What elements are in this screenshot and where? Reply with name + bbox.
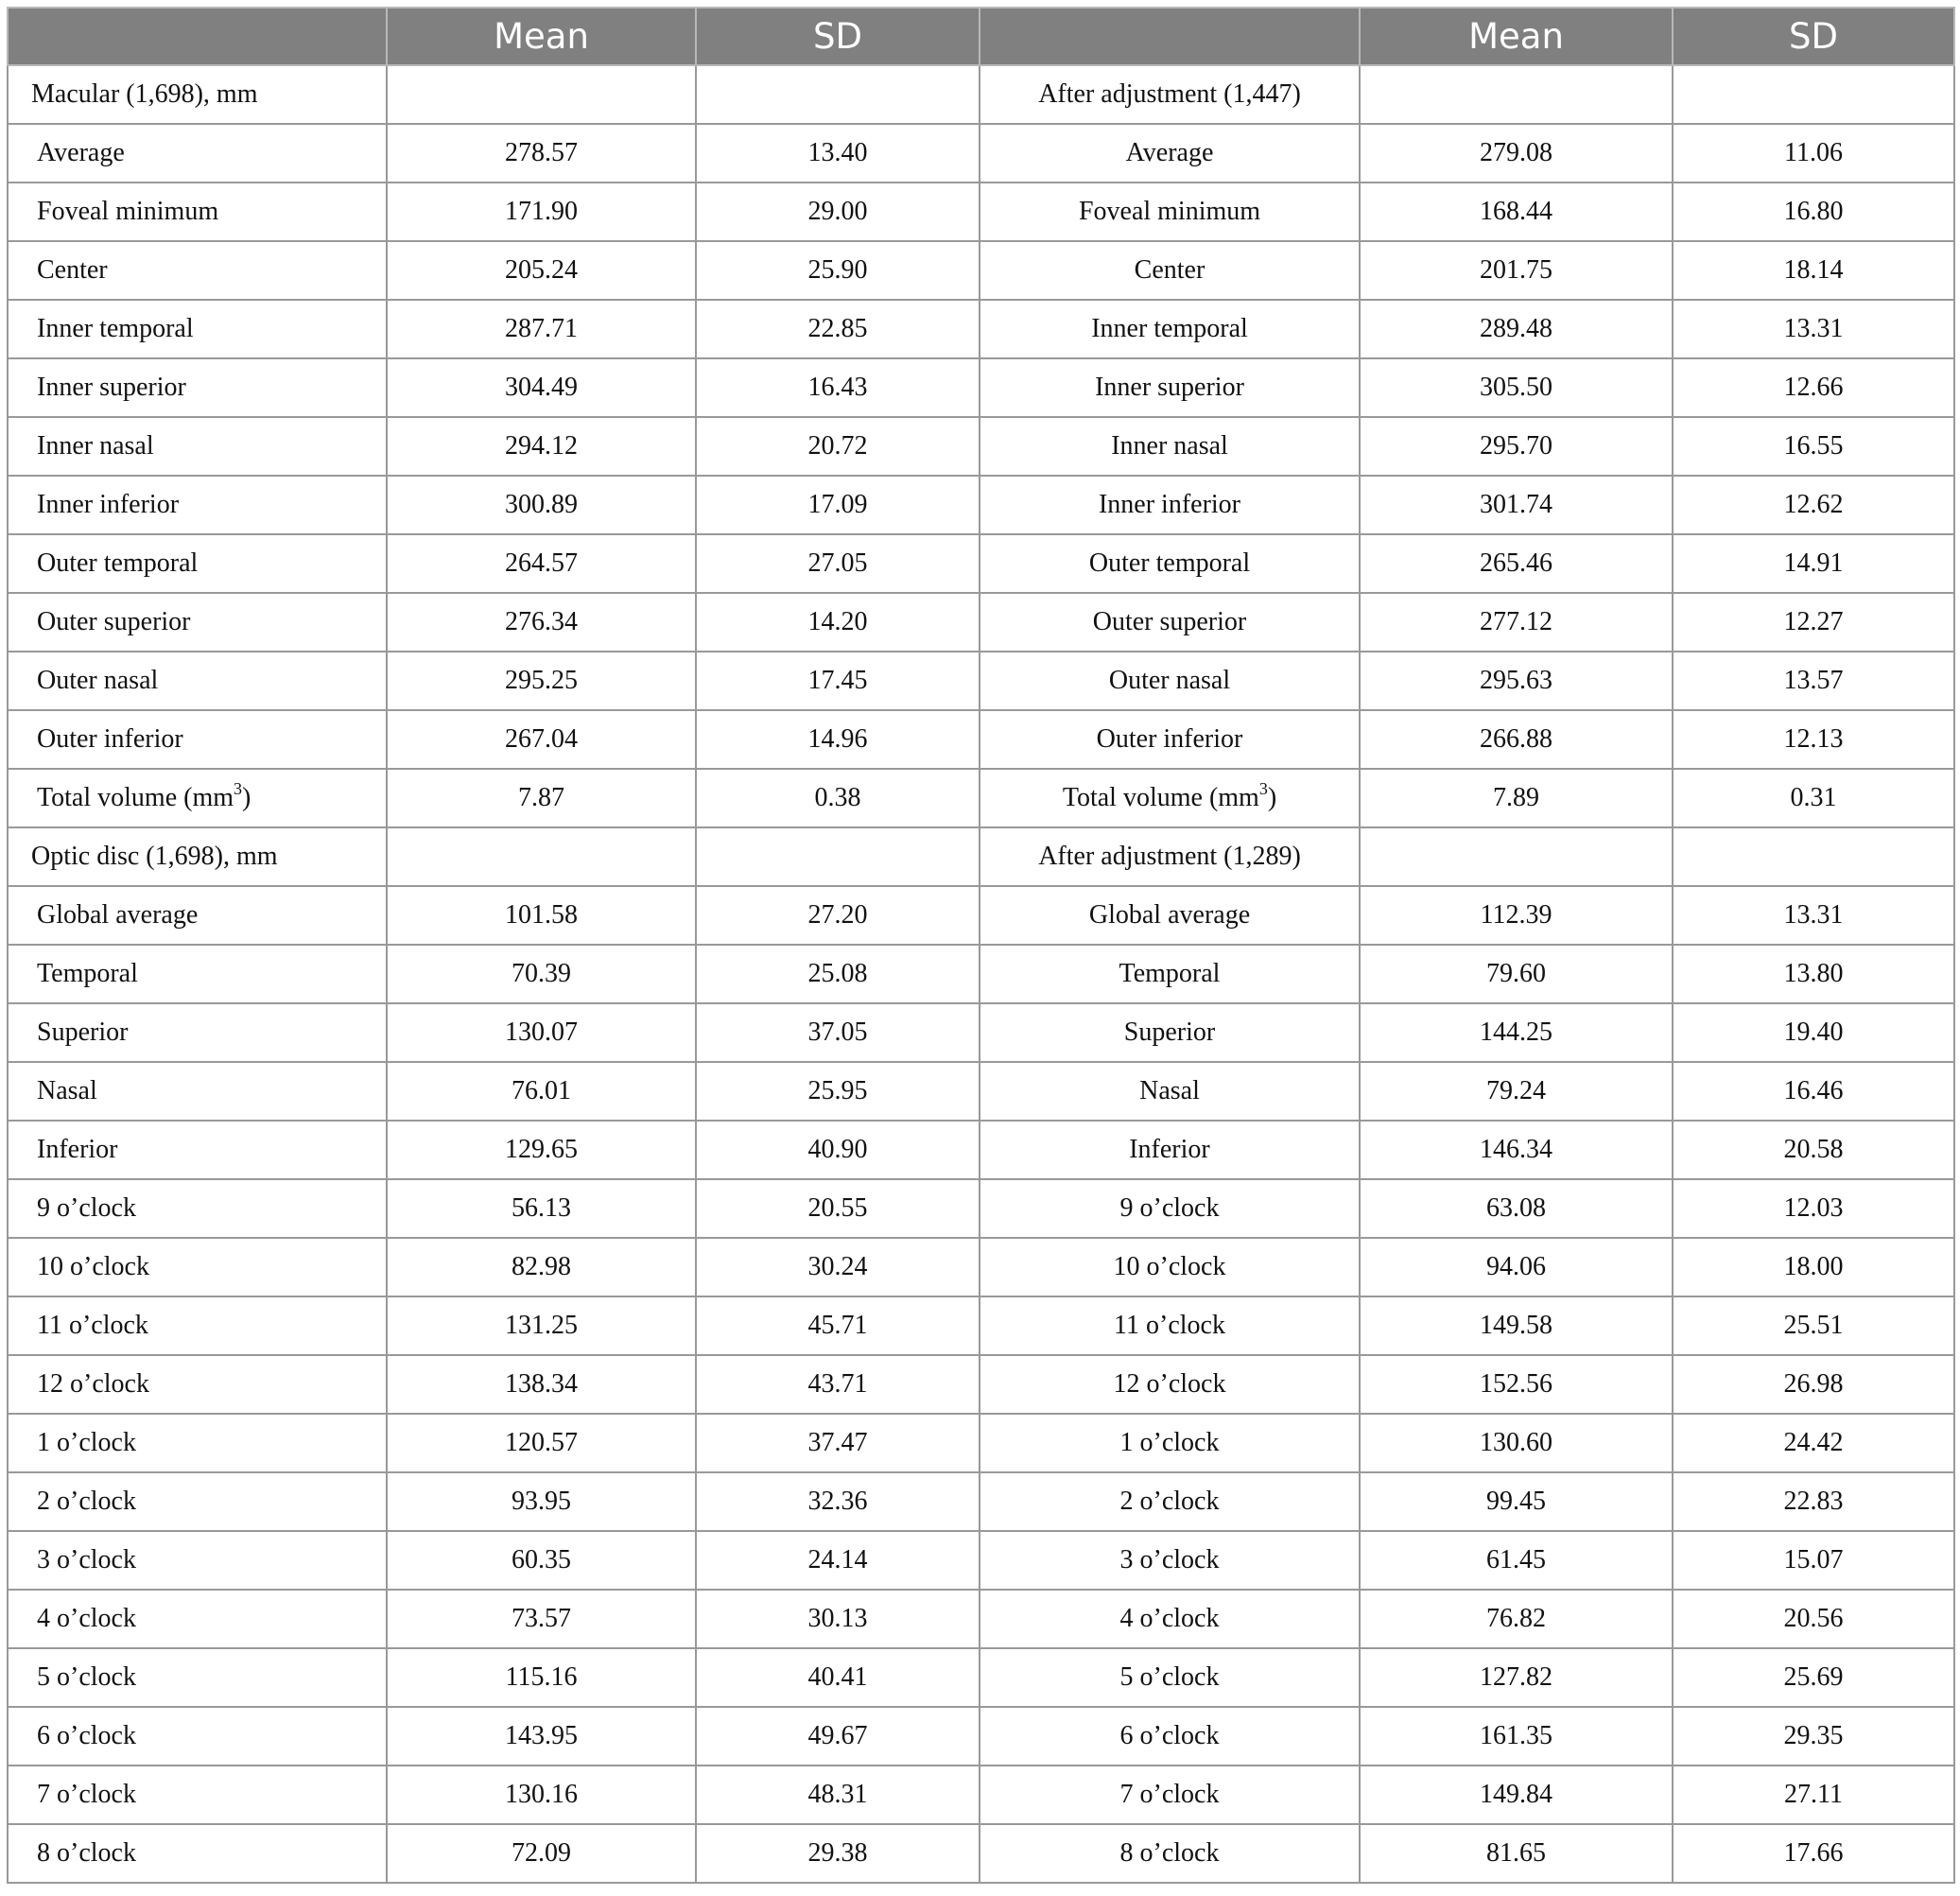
label-text: 2 o’clock: [37, 1487, 136, 1516]
row-label-left: [8, 1590, 387, 1648]
label-text: Temporal: [37, 959, 138, 988]
sd-cell: 25.51: [1673, 1296, 1954, 1355]
sd-cell: 25.08: [696, 945, 980, 1003]
label-text: 5 o’clock: [1119, 1662, 1220, 1692]
sd-cell: 20.72: [696, 417, 980, 476]
label-text: Nasal: [1139, 1076, 1200, 1105]
row-label-left: [8, 124, 387, 183]
mean-cell: 143.95: [387, 1707, 696, 1766]
row-label-right: [980, 1590, 1360, 1648]
mean-cell: 278.57: [387, 124, 696, 183]
sd-cell: 45.71: [696, 1296, 980, 1355]
sd-cell: 11.06: [1673, 124, 1954, 183]
sd-cell: 14.20: [696, 593, 980, 652]
row-label-right: [980, 1707, 1360, 1766]
sd-cell: 15.07: [1673, 1531, 1954, 1590]
sd-cell: 13.40: [696, 124, 980, 183]
row-label-right: [980, 886, 1360, 945]
sd-cell: 32.36: [696, 1472, 980, 1531]
table-row: [8, 945, 1954, 1003]
row-label-left: [8, 1179, 387, 1238]
mean-cell: 295.63: [1360, 652, 1673, 710]
table-row: [8, 358, 1954, 417]
mean-cell: 94.06: [1360, 1238, 1673, 1296]
row-label-right: [980, 1121, 1360, 1179]
header-cell: [980, 8, 1360, 65]
row-label-left: [8, 1003, 387, 1062]
label-superscript: 3: [234, 779, 243, 798]
label-text: 10 o’clock: [1113, 1252, 1226, 1281]
sd-cell: 30.13: [696, 1590, 980, 1648]
mean-cell: 120.57: [387, 1414, 696, 1472]
label-text: Average: [37, 138, 125, 167]
sd-cell: 49.67: [696, 1707, 980, 1766]
table-row: [8, 476, 1954, 534]
sd-cell: 16.46: [1673, 1062, 1954, 1121]
sd-cell: 17.45: [696, 652, 980, 710]
sd-cell: 27.05: [696, 534, 980, 593]
label-text: 6 o’clock: [1119, 1721, 1220, 1750]
sd-cell: 16.55: [1673, 417, 1954, 476]
row-label-left: [8, 1121, 387, 1179]
row-label-right: [980, 1238, 1360, 1296]
mean-cell: 81.65: [1360, 1824, 1673, 1883]
row-label-right: [980, 241, 1360, 300]
mean-cell: 82.98: [387, 1238, 696, 1296]
empty-cell: [696, 827, 980, 886]
mean-cell: 115.16: [387, 1648, 696, 1707]
row-label-left: [8, 1472, 387, 1531]
row-label-left: [8, 476, 387, 534]
table-row: [8, 1824, 1954, 1883]
sd-cell: 24.14: [696, 1531, 980, 1590]
sd-cell: 14.96: [696, 710, 980, 769]
sd-cell: 24.42: [1673, 1414, 1954, 1472]
header-cell: SD: [696, 8, 980, 65]
row-label-right: [980, 769, 1360, 827]
table-row: [8, 886, 1954, 945]
row-label-right: [980, 1648, 1360, 1707]
label-text: Superior: [37, 1018, 129, 1047]
row-label-right: [980, 1766, 1360, 1824]
sd-cell: 43.71: [696, 1355, 980, 1414]
row-label-left: [8, 945, 387, 1003]
table-row: [8, 534, 1954, 593]
label-text: Global average: [37, 900, 199, 930]
label-text: 9 o’clock: [37, 1193, 136, 1223]
sd-cell: 19.40: [1673, 1003, 1954, 1062]
mean-cell: 171.90: [387, 183, 696, 241]
label-text: 5 o’clock: [37, 1662, 136, 1692]
row-label-left: [8, 1355, 387, 1414]
label-text: 3 o’clock: [37, 1545, 136, 1574]
row-label-left: [8, 886, 387, 945]
row-label-left: [8, 300, 387, 358]
mean-cell: 7.87: [387, 769, 696, 827]
label-text: Center: [1134, 255, 1205, 285]
mean-cell: 149.58: [1360, 1296, 1673, 1355]
header-row: [8, 8, 1954, 65]
table-row: [8, 1003, 1954, 1062]
sd-cell: 27.11: [1673, 1766, 1954, 1824]
table-row: [8, 1238, 1954, 1296]
table-row: [8, 1062, 1954, 1121]
label-text: 4 o’clock: [37, 1604, 136, 1633]
section-title-right: After adjustment (1,289): [980, 827, 1360, 886]
sd-cell: 29.35: [1673, 1707, 1954, 1766]
mean-cell: 294.12: [387, 417, 696, 476]
sd-cell: 20.58: [1673, 1121, 1954, 1179]
table-row: [8, 1766, 1954, 1824]
row-label-left: [8, 358, 387, 417]
row-label-left: [8, 1648, 387, 1707]
label-text: Total volume (mm: [1062, 783, 1259, 812]
row-label-right: [980, 1472, 1360, 1531]
label-text: Outer superior: [1092, 607, 1247, 636]
mean-cell: 161.35: [1360, 1707, 1673, 1766]
mean-cell: 138.34: [387, 1355, 696, 1414]
row-label-right: [980, 1414, 1360, 1472]
row-label-right: [980, 710, 1360, 769]
sd-cell: 20.55: [696, 1179, 980, 1238]
sd-cell: 26.98: [1673, 1355, 1954, 1414]
row-label-left: [8, 1531, 387, 1590]
header-cell: Mean: [1360, 8, 1673, 65]
header-cell: Mean: [387, 8, 696, 65]
label-text: Inferior: [1129, 1135, 1210, 1164]
table-row: [8, 241, 1954, 300]
header-cell: SD: [1673, 8, 1954, 65]
table-row: [8, 593, 1954, 652]
sd-cell: 22.83: [1673, 1472, 1954, 1531]
mean-cell: 63.08: [1360, 1179, 1673, 1238]
row-label-left: [8, 534, 387, 593]
row-label-left: [8, 1238, 387, 1296]
empty-cell: [696, 65, 980, 124]
mean-cell: 79.24: [1360, 1062, 1673, 1121]
sd-cell: 30.24: [696, 1238, 980, 1296]
sd-cell: 18.14: [1673, 241, 1954, 300]
label-text: Average: [1125, 138, 1214, 167]
section-header-row: [8, 65, 1954, 124]
label-text: Nasal: [37, 1076, 97, 1105]
sd-cell: 16.80: [1673, 183, 1954, 241]
row-label-right: [980, 593, 1360, 652]
sd-cell: 37.05: [696, 1003, 980, 1062]
section-title-right: After adjustment (1,447): [980, 65, 1360, 124]
label-text: Superior: [1123, 1018, 1216, 1047]
mean-cell: 130.16: [387, 1766, 696, 1824]
mean-cell: 76.01: [387, 1062, 696, 1121]
table-row: [8, 710, 1954, 769]
sd-cell: 12.03: [1673, 1179, 1954, 1238]
sd-cell: 25.95: [696, 1062, 980, 1121]
mean-cell: 266.88: [1360, 710, 1673, 769]
sd-cell: 0.31: [1673, 769, 1954, 827]
mean-cell: 265.46: [1360, 534, 1673, 593]
label-text: Outer superior: [37, 607, 191, 636]
row-label-right: [980, 1824, 1360, 1883]
label-text: 1 o’clock: [37, 1428, 136, 1457]
mean-cell: 60.35: [387, 1531, 696, 1590]
table-row: [8, 769, 1954, 827]
mean-cell: 305.50: [1360, 358, 1673, 417]
table-row: [8, 183, 1954, 241]
table-row: [8, 652, 1954, 710]
mean-cell: 277.12: [1360, 593, 1673, 652]
sd-cell: 12.62: [1673, 476, 1954, 534]
label-text: Inner temporal: [37, 314, 194, 343]
mean-cell: 152.56: [1360, 1355, 1673, 1414]
row-label-right: [980, 652, 1360, 710]
empty-cell: [387, 827, 696, 886]
table-row: [8, 1414, 1954, 1472]
label-text: Total volume (mm: [37, 783, 234, 812]
label-text: Foveal minimum: [1078, 197, 1261, 226]
row-label-right: [980, 358, 1360, 417]
sd-cell: 13.80: [1673, 945, 1954, 1003]
empty-cell: [1673, 827, 1954, 886]
label-text: Outer nasal: [37, 666, 159, 695]
mean-cell: 287.71: [387, 300, 696, 358]
row-label-left: [8, 183, 387, 241]
label-text: Inner nasal: [1111, 431, 1228, 461]
label-text: 1 o’clock: [1119, 1428, 1220, 1457]
label-text: 12 o’clock: [37, 1369, 149, 1399]
label-text: Foveal minimum: [37, 197, 219, 226]
table-row: [8, 1121, 1954, 1179]
row-label-left: [8, 593, 387, 652]
row-label-right: [980, 300, 1360, 358]
mean-cell: 129.65: [387, 1121, 696, 1179]
label-text: Outer inferior: [1096, 724, 1243, 754]
sd-cell: 13.57: [1673, 652, 1954, 710]
mean-cell: 72.09: [387, 1824, 696, 1883]
label-text: 9 o’clock: [1119, 1193, 1220, 1223]
label-text: 12 o’clock: [1113, 1369, 1226, 1399]
sd-cell: 29.38: [696, 1824, 980, 1883]
table-body: [8, 65, 1954, 1883]
mean-cell: 267.04: [387, 710, 696, 769]
table-row: [8, 1590, 1954, 1648]
label-text: Global average: [1088, 900, 1251, 930]
label-text: Outer inferior: [37, 724, 183, 754]
label-superscript: 3: [1258, 779, 1268, 798]
mean-cell: 144.25: [1360, 1003, 1673, 1062]
mean-cell: 279.08: [1360, 124, 1673, 183]
label-text: Center: [37, 255, 108, 285]
mean-cell: 7.89: [1360, 769, 1673, 827]
table-row: [8, 1472, 1954, 1531]
label-text: Temporal: [1119, 959, 1221, 988]
sd-cell: 13.31: [1673, 300, 1954, 358]
row-label-right: [980, 1179, 1360, 1238]
label-tail: ): [242, 783, 252, 812]
sd-cell: 27.20: [696, 886, 980, 945]
mean-cell: 73.57: [387, 1590, 696, 1648]
row-label-left: [8, 1824, 387, 1883]
empty-cell: [1360, 827, 1673, 886]
sd-cell: 12.27: [1673, 593, 1954, 652]
label-text: Inferior: [37, 1135, 118, 1164]
sd-cell: 25.90: [696, 241, 980, 300]
label-text: 10 o’clock: [37, 1252, 149, 1281]
label-text: Inner temporal: [1091, 314, 1248, 343]
sd-cell: 22.85: [696, 300, 980, 358]
label-text: 11 o’clock: [37, 1311, 148, 1340]
mean-cell: 300.89: [387, 476, 696, 534]
row-label-left: [8, 1296, 387, 1355]
row-label-left: [8, 769, 387, 827]
sd-cell: 13.31: [1673, 886, 1954, 945]
mean-cell: 56.13: [387, 1179, 696, 1238]
row-label-right: [980, 534, 1360, 593]
label-text: 7 o’clock: [1119, 1780, 1220, 1809]
mean-cell: 131.25: [387, 1296, 696, 1355]
row-label-right: [980, 1296, 1360, 1355]
mean-cell: 304.49: [387, 358, 696, 417]
row-label-right: [980, 1531, 1360, 1590]
mean-cell: 295.70: [1360, 417, 1673, 476]
row-label-right: [980, 124, 1360, 183]
row-label-right: [980, 476, 1360, 534]
empty-cell: [1360, 65, 1673, 124]
table-row: [8, 124, 1954, 183]
label-text: Outer temporal: [1088, 548, 1251, 578]
sd-cell: 37.47: [696, 1414, 980, 1472]
row-label-left: [8, 652, 387, 710]
mean-cell: 201.75: [1360, 241, 1673, 300]
mean-cell: 149.84: [1360, 1766, 1673, 1824]
table-row: [8, 1531, 1954, 1590]
mean-cell: 301.74: [1360, 476, 1673, 534]
row-label-left: [8, 1707, 387, 1766]
sd-cell: 18.00: [1673, 1238, 1954, 1296]
row-label-left: [8, 241, 387, 300]
sd-cell: 40.41: [696, 1648, 980, 1707]
mean-cell: 79.60: [1360, 945, 1673, 1003]
table-row: [8, 1707, 1954, 1766]
label-text: 11 o’clock: [1114, 1311, 1225, 1340]
table-row: [8, 1296, 1954, 1355]
row-label-left: [8, 1062, 387, 1121]
label-text: Outer temporal: [37, 548, 199, 578]
row-label-left: [8, 1766, 387, 1824]
sd-cell: 25.69: [1673, 1648, 1954, 1707]
mean-cell: 276.34: [387, 593, 696, 652]
sd-cell: 40.90: [696, 1121, 980, 1179]
sd-cell: 20.56: [1673, 1590, 1954, 1648]
label-text: Inner inferior: [37, 490, 180, 519]
row-label-right: [980, 183, 1360, 241]
mean-cell: 101.58: [387, 886, 696, 945]
mean-cell: 295.25: [387, 652, 696, 710]
label-text: 2 o’clock: [1119, 1487, 1220, 1516]
sd-cell: 17.09: [696, 476, 980, 534]
mean-cell: 130.07: [387, 1003, 696, 1062]
mean-cell: 146.34: [1360, 1121, 1673, 1179]
label-text: 8 o’clock: [1119, 1838, 1220, 1868]
thickness-table: [7, 7, 1955, 1884]
mean-cell: 70.39: [387, 945, 696, 1003]
section-title-left: Macular (1,698), mm: [8, 65, 387, 124]
section-header-row: [8, 827, 1954, 886]
label-text: 6 o’clock: [37, 1721, 136, 1750]
empty-cell: [387, 65, 696, 124]
label-text: 4 o’clock: [1119, 1604, 1220, 1633]
label-text: Inner superior: [37, 373, 186, 402]
sd-cell: 0.38: [696, 769, 980, 827]
label-text: Outer nasal: [1108, 666, 1231, 695]
mean-cell: 61.45: [1360, 1531, 1673, 1590]
table-row: [8, 1648, 1954, 1707]
row-label-right: [980, 945, 1360, 1003]
mean-cell: 93.95: [387, 1472, 696, 1531]
mean-cell: 127.82: [1360, 1648, 1673, 1707]
mean-cell: 130.60: [1360, 1414, 1673, 1472]
sd-cell: 14.91: [1673, 534, 1954, 593]
row-label-right: [980, 1003, 1360, 1062]
sd-cell: 12.66: [1673, 358, 1954, 417]
table-row: [8, 417, 1954, 476]
sd-cell: 48.31: [696, 1766, 980, 1824]
header-cell: [8, 8, 387, 65]
row-label-right: [980, 417, 1360, 476]
mean-cell: 168.44: [1360, 183, 1673, 241]
mean-cell: 289.48: [1360, 300, 1673, 358]
mean-cell: 264.57: [387, 534, 696, 593]
mean-cell: 76.82: [1360, 1590, 1673, 1648]
row-label-left: [8, 417, 387, 476]
table-row: [8, 1355, 1954, 1414]
label-text: 3 o’clock: [1119, 1545, 1220, 1574]
row-label-right: [980, 1062, 1360, 1121]
sd-cell: 29.00: [696, 183, 980, 241]
sd-cell: 16.43: [696, 358, 980, 417]
section-title-left: Optic disc (1,698), mm: [8, 827, 387, 886]
mean-cell: 112.39: [1360, 886, 1673, 945]
label-text: 8 o’clock: [37, 1838, 136, 1868]
label-text: 7 o’clock: [37, 1780, 136, 1809]
table-row: [8, 300, 1954, 358]
empty-cell: [1673, 65, 1954, 124]
row-label-left: [8, 710, 387, 769]
mean-cell: 99.45: [1360, 1472, 1673, 1531]
label-tail: ): [1267, 783, 1277, 812]
row-label-left: [8, 1414, 387, 1472]
label-text: Inner superior: [1095, 373, 1244, 402]
mean-cell: 205.24: [387, 241, 696, 300]
sd-cell: 12.13: [1673, 710, 1954, 769]
sd-cell: 17.66: [1673, 1824, 1954, 1883]
row-label-right: [980, 1355, 1360, 1414]
label-text: Inner nasal: [37, 431, 154, 461]
table-row: [8, 1179, 1954, 1238]
label-text: Inner inferior: [1098, 490, 1241, 519]
